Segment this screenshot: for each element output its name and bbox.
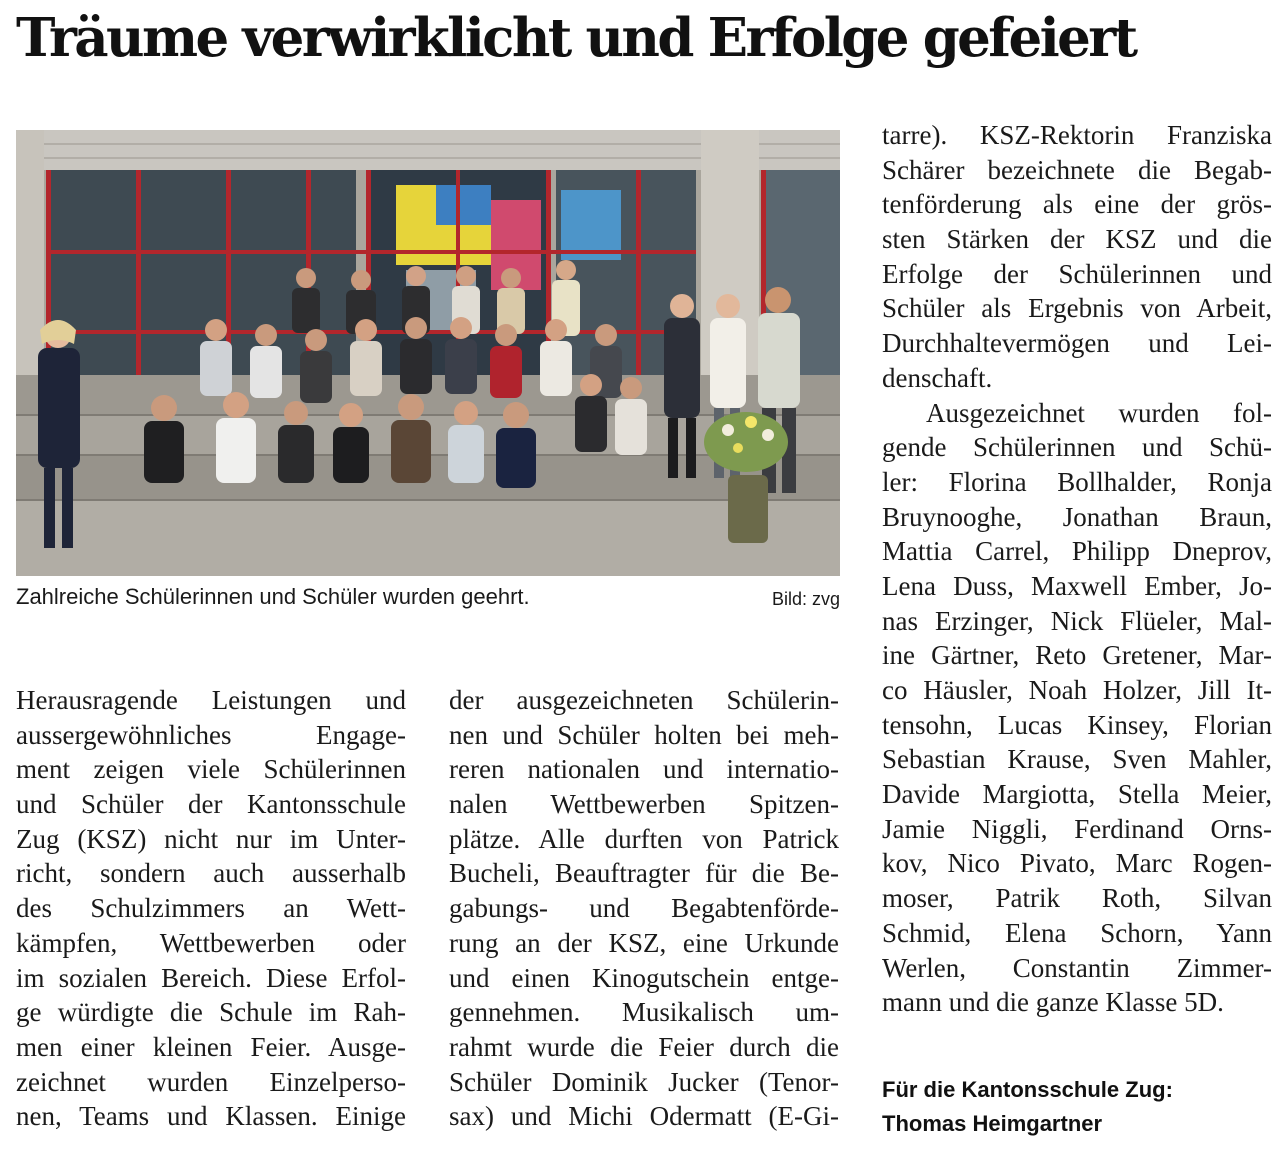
text-line: sten Stärken der KSZ und die [882, 224, 1272, 255]
text-line: Ausgezeichnet wurden fol- [926, 397, 1272, 428]
text-line: Herausragende Leistungen und [16, 685, 406, 715]
headline: Träume verwirklicht und Erfolge gefeiert [16, 7, 1136, 69]
text-line: ine Gärtner, Reto Gretener, Mar- [882, 640, 1272, 671]
text-line: tenförderung als eine der grös- [882, 189, 1272, 220]
photo-credit: Bild: zvg [771, 589, 840, 609]
signature-line-1: Für die Kantonsschule Zug: [882, 1077, 1173, 1102]
article-column-2 [449, 683, 839, 1134]
text-line: Erfolge der Schülerinnen und [882, 258, 1272, 289]
article-column-1 [16, 683, 406, 1134]
text-line: Lena Duss, Maxwell Ember, Jo- [882, 570, 1272, 601]
text-line: Davide Margiotta, Stella Meier, [882, 779, 1272, 810]
text-line: gende Schülerinnen und Schü- [882, 432, 1272, 463]
text-line: mann und die ganze Klasse 5D. [882, 987, 1224, 1018]
text-line: zeichnet wurden Einzelperso- [16, 1066, 406, 1097]
text-line: Mattia Carrel, Philipp Dneprov, [882, 536, 1272, 567]
text-line: und einen Kinogutschein entge- [449, 962, 839, 993]
text-line: Schüler als Ergebnis von Arbeit, [882, 293, 1272, 324]
photo-caption: Zahlreiche Schülerinnen und Schüler wurden geehrt. [16, 584, 530, 609]
group-photo [16, 130, 840, 576]
article-column-3 [882, 118, 1272, 1020]
signature-line-2: Thomas Heimgartner [882, 1111, 1103, 1136]
text-line: des Schulzimmers an Wett- [16, 893, 406, 924]
text-line: kov, Nico Pivato, Marc Rogen- [882, 848, 1272, 879]
text-line: aussergewöhnliches Engage- [16, 719, 406, 750]
text-line: reren nationalen und internatio- [449, 754, 839, 785]
text-line: gennehmen. Musikalisch um- [449, 997, 839, 1028]
text-line: Schmid, Elena Schorn, Yann [882, 917, 1272, 948]
text-line: tensohn, Lucas Kinsey, Florian [882, 709, 1272, 740]
text-line: Bruynooghe, Jonathan Braun, [882, 501, 1272, 532]
text-line: Schärer bezeichnete die Begab- [882, 154, 1272, 185]
text-line: gabungs- und Begabtenförde- [449, 893, 839, 924]
text-line: men einer kleinen Feier. Ausge- [16, 1031, 406, 1062]
text-line: der ausgezeichneten Schülerin- [449, 685, 839, 715]
text-line: moser, Patrik Roth, Silvan [882, 883, 1272, 914]
text-line: Durchhaltevermögen und Lei- [882, 328, 1272, 359]
text-line: Schüler Dominik Jucker (Tenor- [449, 1066, 839, 1097]
text-line: Bucheli, Beauftragter für die Be- [449, 858, 839, 889]
group-photo-illustration [16, 130, 840, 576]
text-line: Werlen, Constantin Zimmer- [882, 952, 1272, 983]
author-signature [882, 1073, 1173, 1141]
text-line: nen, Teams und Klassen. Einige [16, 1101, 406, 1132]
text-line: tarre). KSZ-Rektorin Franziska [882, 120, 1272, 150]
text-line: plätze. Alle durften von Patrick [449, 823, 839, 854]
text-line: nalen Wettbewerben Spitzen- [449, 789, 839, 820]
text-line: Sebastian Krause, Sven Mahler, [882, 744, 1272, 775]
text-line: rahmt wurde die Feier durch die [449, 1031, 839, 1062]
text-line: nen und Schüler holten bei meh- [449, 719, 839, 750]
text-line: Zug (KSZ) nicht nur im Unter- [16, 823, 406, 854]
text-line: kämpfen, Wettbewerben oder [16, 927, 406, 958]
text-line: ment zeigen viele Schülerinnen [16, 754, 406, 785]
text-line: rung an der KSZ, eine Urkunde [449, 927, 839, 958]
text-line: richt, sondern auch ausserhalb [16, 858, 406, 889]
text-line: Jamie Niggli, Ferdinand Orns- [882, 813, 1272, 844]
text-line: im sozialen Bereich. Diese Erfol- [16, 962, 406, 993]
text-line: sax) und Michi Odermatt (E-Gi- [449, 1101, 839, 1132]
text-line: ge würdigte die Schule im Rah- [16, 997, 406, 1028]
text-line: denschaft. [882, 362, 993, 393]
text-line: nas Erzinger, Nick Flüeler, Mal- [882, 605, 1272, 636]
text-line: co Häusler, Noah Holzer, Jill It- [882, 675, 1272, 705]
text-line: und Schüler der Kantonsschule [16, 789, 406, 820]
text-line: ler: Florina Bollhalder, Ronja [882, 466, 1272, 497]
